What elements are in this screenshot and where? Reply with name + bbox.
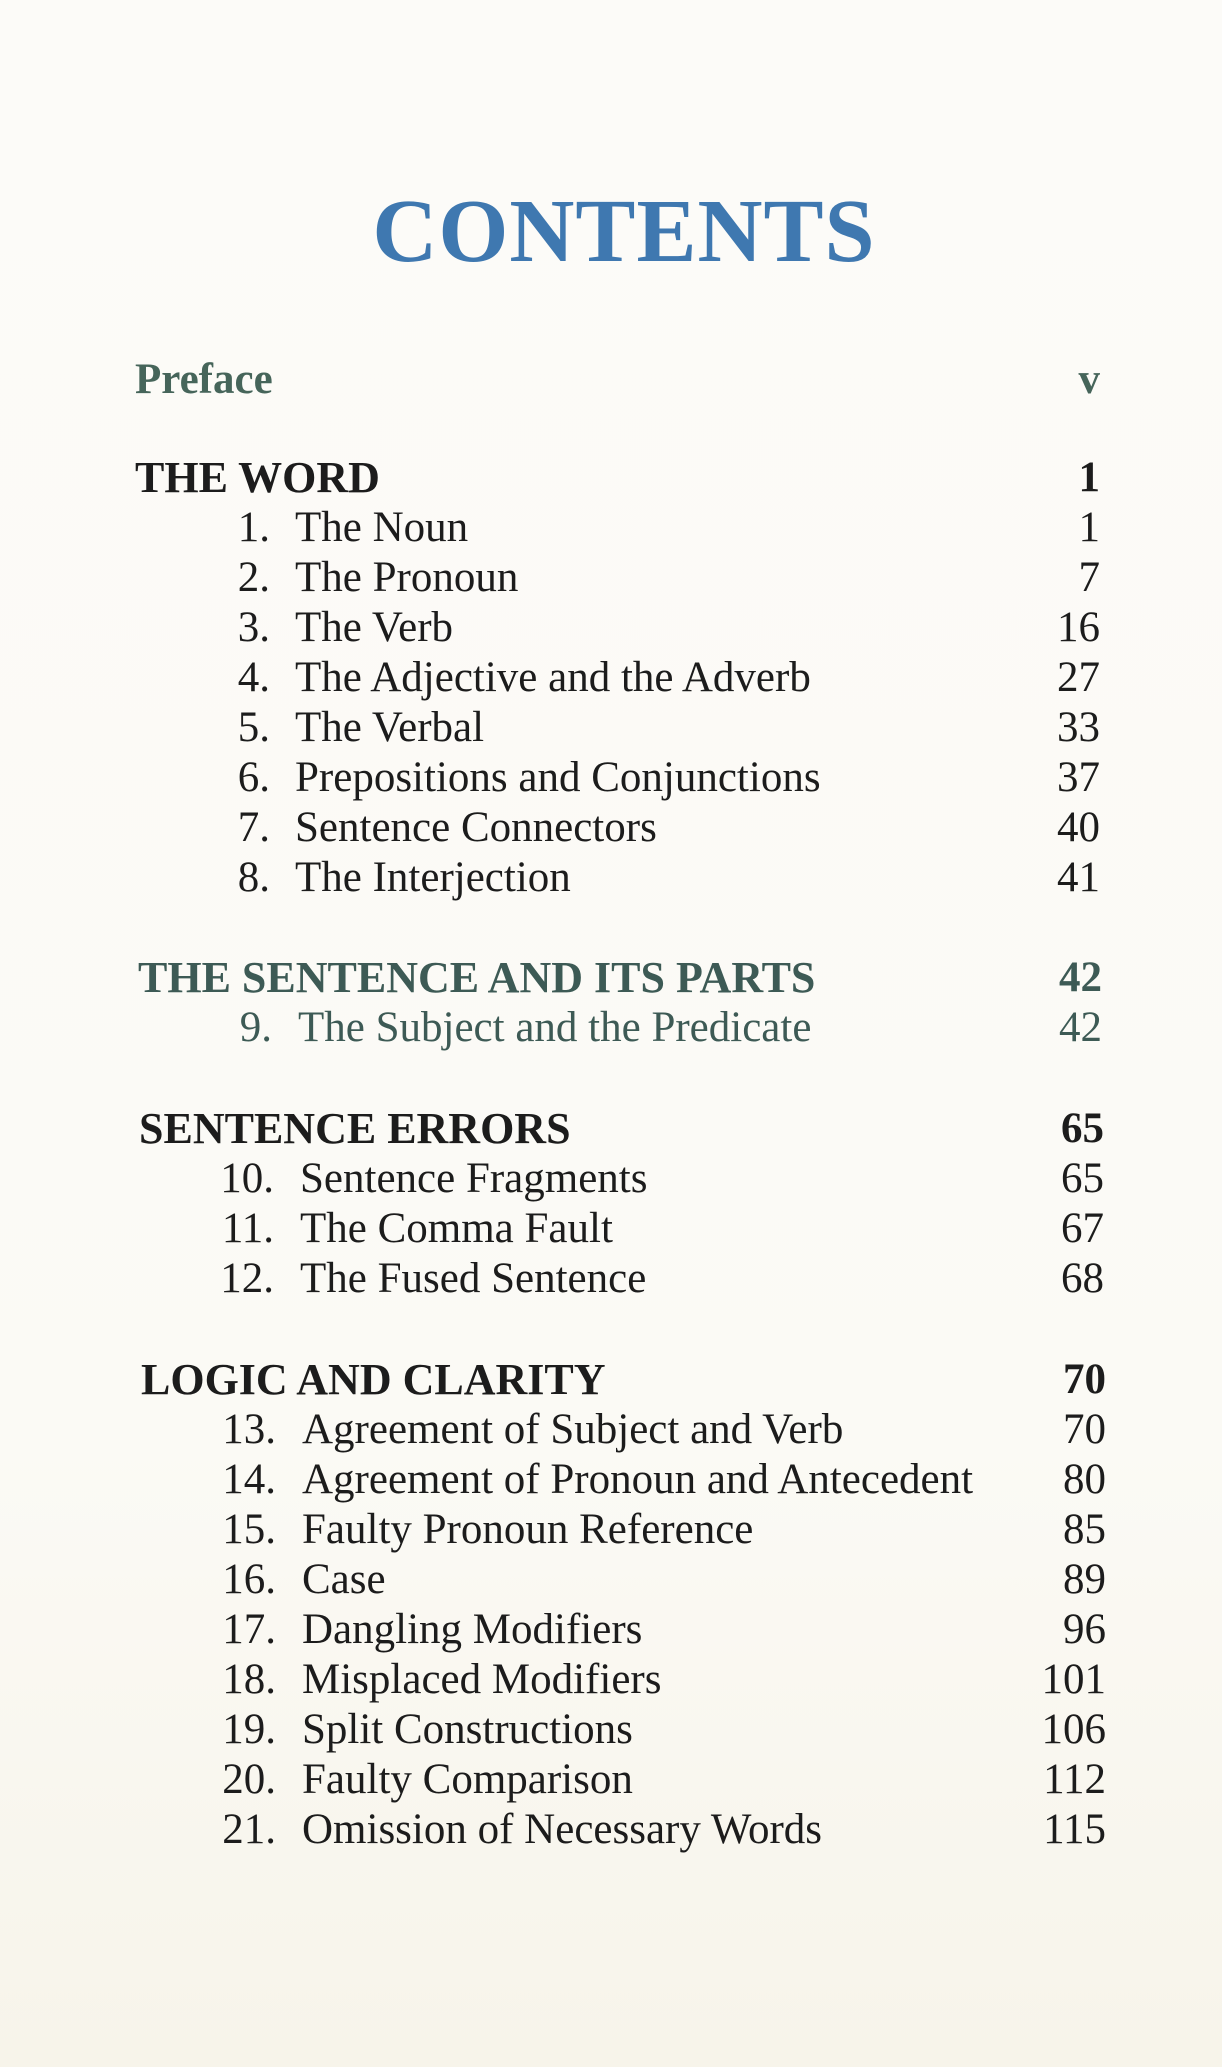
chapter-title: The Comma Fault <box>300 1205 613 1252</box>
section-title: LOGIC AND CLARITY <box>141 1355 606 1404</box>
chapter-entry <box>0 703 1222 753</box>
chapter-page: 41 <box>1057 854 1100 901</box>
chapter-title: Split Constructions <box>302 1706 633 1753</box>
chapter-title: Sentence Fragments <box>300 1155 648 1202</box>
chapter-title: Prepositions and Conjunctions <box>295 754 821 801</box>
chapter-number: 3. <box>237 604 270 651</box>
section-heading <box>0 953 1222 1003</box>
chapter-entry <box>0 503 1222 553</box>
section-title: THE SENTENCE AND ITS PARTS <box>138 953 816 1002</box>
chapter-entry <box>0 853 1222 903</box>
chapter-number: 13. <box>222 1406 276 1453</box>
preface-page: v <box>1078 356 1100 403</box>
chapter-entry <box>0 653 1222 703</box>
chapter-entry <box>0 603 1222 653</box>
chapter-page: 70 <box>1063 1406 1106 1453</box>
chapter-entry <box>0 1605 1222 1655</box>
chapter-entry <box>0 803 1222 853</box>
chapter-page: 96 <box>1063 1606 1106 1653</box>
chapter-entry <box>0 1405 1222 1455</box>
chapter-title: Agreement of Subject and Verb <box>302 1406 844 1453</box>
chapter-page: 7 <box>1078 554 1100 601</box>
chapter-title: Sentence Connectors <box>295 804 657 851</box>
chapter-entry <box>0 1755 1222 1805</box>
chapter-entry <box>0 1003 1222 1053</box>
section-heading <box>0 1104 1222 1154</box>
chapter-entry <box>0 753 1222 803</box>
chapter-page: 89 <box>1063 1556 1106 1603</box>
chapter-title: Omission of Necessary Words <box>302 1806 823 1853</box>
chapter-title: Faulty Comparison <box>302 1756 633 1803</box>
chapter-entry <box>0 1805 1222 1855</box>
chapter-page: 27 <box>1057 654 1100 701</box>
chapter-number: 20. <box>222 1756 276 1803</box>
chapter-number: 19. <box>222 1706 276 1753</box>
chapter-title: The Interjection <box>295 854 571 901</box>
chapter-page: 68 <box>1061 1255 1104 1302</box>
chapter-page: 40 <box>1057 804 1100 851</box>
chapter-entry <box>0 553 1222 603</box>
preface-entry <box>0 355 1222 405</box>
chapter-entry <box>0 1455 1222 1505</box>
chapter-number: 12. <box>220 1255 274 1302</box>
chapter-number: 7. <box>237 804 270 851</box>
section-heading <box>0 453 1222 503</box>
chapter-page: 106 <box>1041 1706 1106 1753</box>
chapter-entry <box>0 1154 1222 1204</box>
chapter-number: 11. <box>221 1205 274 1252</box>
chapter-page: 112 <box>1043 1756 1106 1803</box>
chapter-page: 67 <box>1061 1205 1104 1252</box>
chapter-page: 85 <box>1063 1506 1106 1553</box>
chapter-entry <box>0 1705 1222 1755</box>
chapter-entry <box>0 1204 1222 1254</box>
chapter-page: 37 <box>1057 754 1100 801</box>
chapter-title: Case <box>302 1556 386 1603</box>
chapter-number: 5. <box>237 704 270 751</box>
chapter-entry <box>0 1655 1222 1705</box>
chapter-number: 16. <box>222 1556 276 1603</box>
chapter-number: 9. <box>239 1004 272 1051</box>
chapter-number: 17. <box>222 1606 276 1653</box>
section-title: SENTENCE ERRORS <box>139 1104 571 1153</box>
chapter-entry <box>0 1555 1222 1605</box>
section-page: 65 <box>1061 1105 1104 1152</box>
section-page: 1 <box>1078 454 1100 501</box>
chapter-page: 16 <box>1057 604 1100 651</box>
chapter-number: 18. <box>222 1656 276 1703</box>
chapter-title: Agreement of Pronoun and Antecedent <box>302 1456 974 1503</box>
preface-label: Preface <box>135 356 273 403</box>
section-page: 70 <box>1063 1356 1106 1403</box>
section-heading <box>0 1355 1222 1405</box>
chapter-title: The Adjective and the Adverb <box>295 654 811 701</box>
chapter-number: 21. <box>222 1806 276 1853</box>
chapter-page: 1 <box>1078 504 1100 551</box>
page-title: CONTENTS <box>372 182 876 281</box>
chapter-number: 1. <box>237 504 270 551</box>
chapter-page: 65 <box>1061 1155 1104 1202</box>
chapter-number: 4. <box>237 654 270 701</box>
chapter-page: 33 <box>1057 704 1100 751</box>
chapter-page: 80 <box>1063 1456 1106 1503</box>
chapter-number: 8. <box>237 854 270 901</box>
chapter-title: The Verb <box>295 604 454 651</box>
chapter-number: 2. <box>237 554 270 601</box>
chapter-page: 115 <box>1043 1806 1106 1853</box>
chapter-title: The Fused Sentence <box>300 1255 647 1302</box>
chapter-title: Dangling Modifiers <box>302 1606 643 1653</box>
chapter-title: Misplaced Modifiers <box>302 1656 662 1703</box>
chapter-entry <box>0 1254 1222 1304</box>
section-page: 42 <box>1059 954 1102 1001</box>
chapter-title: The Noun <box>295 504 469 551</box>
chapter-title: The Verbal <box>295 704 485 751</box>
chapter-title: Faulty Pronoun Reference <box>302 1506 754 1553</box>
chapter-page: 101 <box>1041 1656 1106 1703</box>
chapter-page: 42 <box>1059 1004 1102 1051</box>
chapter-number: 15. <box>222 1506 276 1553</box>
chapter-number: 10. <box>220 1155 274 1202</box>
chapter-number: 14. <box>222 1456 276 1503</box>
chapter-entry <box>0 1505 1222 1555</box>
chapter-title: The Subject and the Predicate <box>298 1004 812 1051</box>
chapter-title: The Pronoun <box>295 554 519 601</box>
section-title: THE WORD <box>135 453 380 502</box>
chapter-number: 6. <box>237 754 270 801</box>
